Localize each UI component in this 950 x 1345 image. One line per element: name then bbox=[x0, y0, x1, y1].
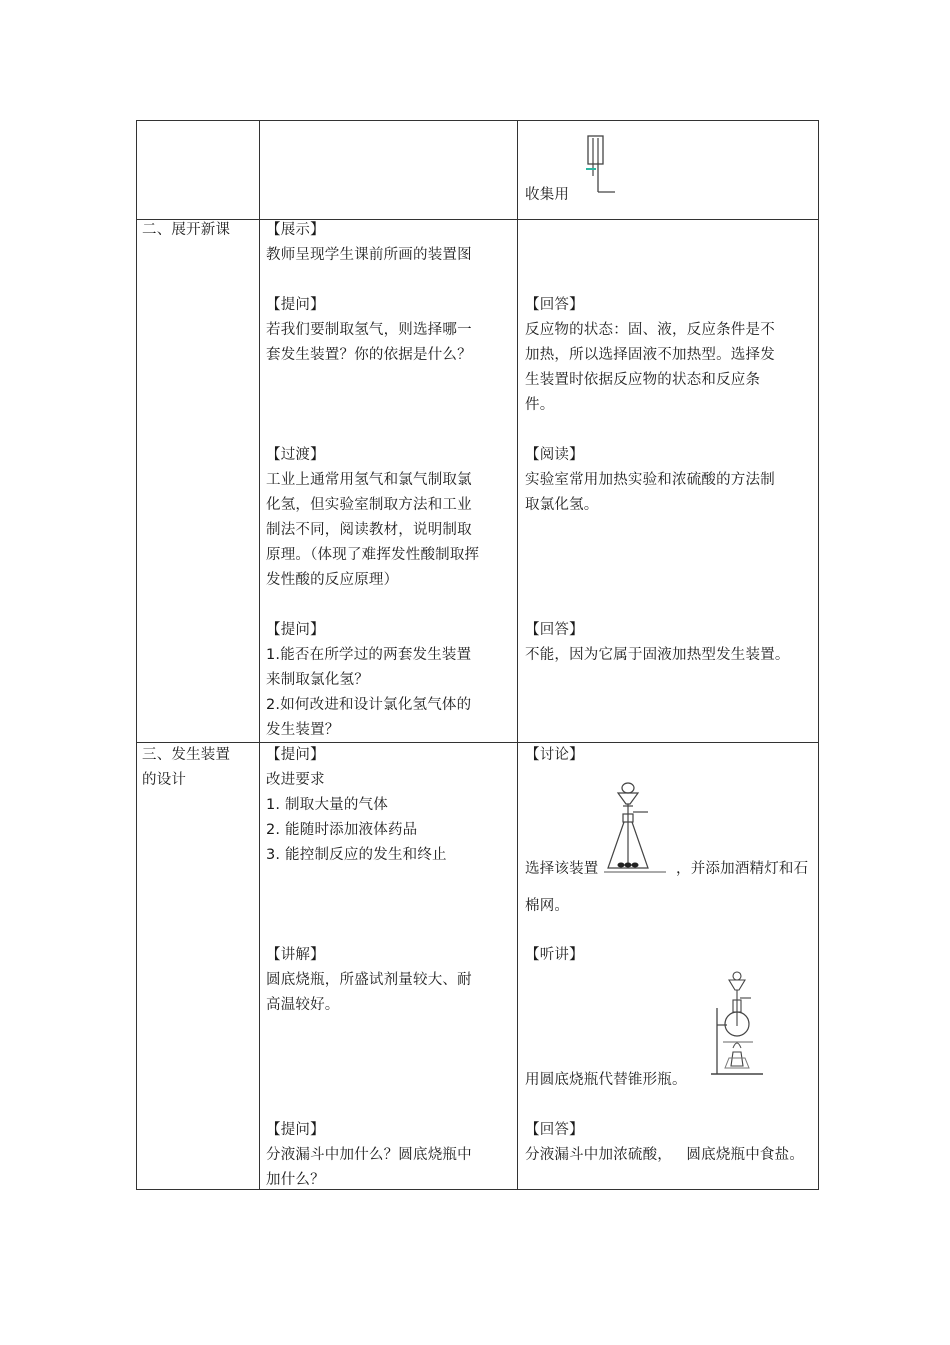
student-heading: 【听讲】 bbox=[525, 947, 584, 963]
student-text: 件。 bbox=[525, 397, 555, 413]
student-heading: 【回答】 bbox=[525, 1122, 584, 1138]
teacher-text: 2. 能随时添加液体药品 bbox=[266, 822, 418, 838]
teacher-heading: 【提问】 bbox=[266, 622, 325, 638]
column-divider bbox=[259, 121, 260, 1189]
section-title: 三、发生装置 bbox=[142, 747, 231, 763]
row-divider bbox=[137, 742, 818, 743]
section-title: 的设计 bbox=[142, 772, 187, 788]
student-text: 加热，所以选择固液不加热型。选择发 bbox=[525, 347, 775, 363]
student-heading: 【讨论】 bbox=[525, 747, 584, 763]
student-heading: 【回答】 bbox=[525, 622, 584, 638]
teacher-text: 制法不同，阅读教材，说明制取 bbox=[266, 522, 472, 538]
teacher-text: 改进要求 bbox=[266, 772, 325, 788]
teacher-text: 2.如何改进和设计氯化氢气体的 bbox=[266, 697, 472, 713]
teacher-text: 1.能否在所学过的两套发生装置 bbox=[266, 647, 472, 663]
teacher-heading: 【提问】 bbox=[266, 297, 325, 313]
teacher-text: 化氢，但实验室制取方法和工业 bbox=[266, 497, 472, 513]
student-text: ，并添加酒精灯和石 bbox=[676, 861, 809, 877]
teacher-text: 高温较好。 bbox=[266, 997, 340, 1013]
teacher-text: 1. 制取大量的气体 bbox=[266, 797, 388, 813]
teacher-text: 来制取氯化氢？ bbox=[266, 672, 369, 688]
student-text: 实验室常用加热实验和浓硫酸的方法制 bbox=[525, 472, 775, 488]
student-heading: 【阅读】 bbox=[525, 447, 584, 463]
teacher-text: 若我们要制取氢气，则选择哪一 bbox=[266, 322, 472, 338]
student-text: 取氯化氢。 bbox=[525, 497, 599, 513]
teacher-text: 原理。（体现了难挥发性酸制取挥 bbox=[266, 547, 480, 563]
student-text: 用圆底烧瓶代替锥形瓶。 bbox=[525, 1072, 687, 1088]
teacher-text: 套发生装置？你的依据是什么？ bbox=[266, 347, 472, 363]
teacher-heading: 【提问】 bbox=[266, 747, 325, 763]
teacher-text: 3. 能控制反应的发生和终止 bbox=[266, 847, 447, 863]
student-text: 选择该装置 bbox=[525, 861, 599, 877]
student-heading: 【回答】 bbox=[525, 297, 584, 313]
teacher-heading: 【展示】 bbox=[266, 222, 325, 238]
student-text: 分液漏斗中加浓硫酸， 圆底烧瓶中食盐。 bbox=[525, 1147, 805, 1163]
student-text: 不能，因为它属于固液加热型发生装置。 bbox=[525, 647, 790, 663]
gas-collection-bottle-diagram bbox=[583, 134, 619, 196]
collect-label: 收集用 bbox=[525, 187, 570, 203]
teacher-heading: 【讲解】 bbox=[266, 947, 325, 963]
section-title: 二、展开新课 bbox=[142, 222, 231, 238]
teacher-text: 加什么？ bbox=[266, 1172, 325, 1188]
column-divider bbox=[517, 121, 518, 1189]
student-text: 反应物的状态：固、液，反应条件是不 bbox=[525, 322, 775, 338]
row-divider bbox=[137, 219, 818, 220]
teacher-text: 工业上通常用氢气和氯气制取氯 bbox=[266, 472, 472, 488]
conical-flask-funnel-diagram bbox=[604, 780, 668, 876]
teacher-heading: 【过渡】 bbox=[266, 447, 325, 463]
teacher-text: 教师呈现学生课前所画的装置图 bbox=[266, 247, 472, 263]
student-text: 棉网。 bbox=[525, 898, 570, 914]
teacher-text: 发生装置？ bbox=[266, 722, 340, 738]
student-text: 生装置时依据反应物的状态和反应条 bbox=[525, 372, 761, 388]
teacher-text: 圆底烧瓶，所盛试剂量较大、耐 bbox=[266, 972, 472, 988]
round-bottom-flask-apparatus-diagram bbox=[705, 970, 767, 1084]
teacher-heading: 【提问】 bbox=[266, 1122, 325, 1138]
teacher-text: 分液漏斗中加什么？圆底烧瓶中 bbox=[266, 1147, 472, 1163]
teacher-text: 发性酸的反应原理） bbox=[266, 572, 399, 588]
